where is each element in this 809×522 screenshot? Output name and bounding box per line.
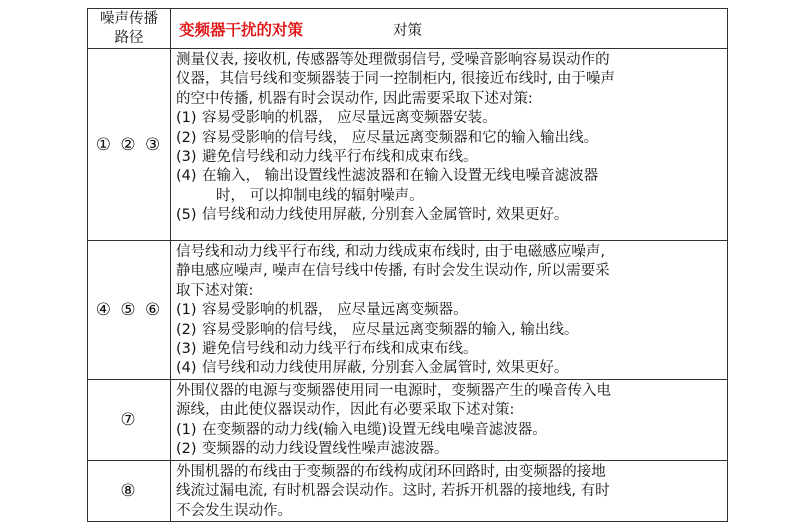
header-measure-cell <box>171 9 728 49</box>
measure-cell <box>171 380 728 461</box>
list-item: (3) 避免信号线和动力线平行布线和成束布线。 <box>176 149 478 166</box>
list-item: (5) 信号线和动力线使用屏蔽, 分别套入金属管时, 效果更好。 <box>176 207 569 224</box>
intro-line: 外围机器的布线由于变频器的布线构成闭环回路时, 由变频器的接地 <box>176 464 606 480</box>
intro-line: 静电感应噪声, 噪声在信号线中传播, 有时会发生误动作, 所以需要采 <box>176 263 610 280</box>
list-item-continuation: 时， 可以抑制电线的辐射噪声。 <box>216 187 424 204</box>
header-row <box>88 9 728 49</box>
list-item: (3) 避免信号线和动力线平行布线和成束布线。 <box>176 341 478 358</box>
intro-line: 线流过漏电流, 有时机器会误动作。这时, 若拆开机器的接地线, 有时 <box>176 483 610 500</box>
list-item: (1) 容易受影响的机器， 应尽量远离变频器安装。 <box>176 110 497 127</box>
header-path-label: 噪声传播路径 <box>100 10 158 46</box>
intro-line: 信号线和动力线平行布线, 和动力线成束布线时, 由于电磁感应噪声, <box>176 244 606 260</box>
list-item: (2) 容易受影响的信号线， 应尽量远离变频器和它的输入输出线。 <box>176 129 599 146</box>
table-row <box>88 380 728 461</box>
intro-line: 测量仪表, 接收机, 传感器等处理微弱信号, 受噪音影响容易误动作的 <box>176 52 610 68</box>
route-cell: ④ ⑤ ⑥ <box>88 241 171 380</box>
intro-line: 源线，由此使仪器误动作，因此有必要采取下述对策: <box>176 402 515 419</box>
header-measure-label: 对策 <box>393 22 423 39</box>
list-item: (4) 在输入， 输出设置线性滤波器和在输入设置无线电噪音滤波器 <box>176 168 599 185</box>
measure-cell <box>171 49 728 241</box>
list-item: (2) 容易受影响的信号线， 应尽量远离变频器的输入, 输出线。 <box>176 321 579 338</box>
intro-line: 外围仪器的电源与变频器使用同一电源时，变频器产生的噪音传入电 <box>176 383 611 399</box>
table-row <box>88 461 728 522</box>
measure-cell <box>171 241 728 380</box>
table-title: 变频器干扰的对策 <box>179 19 304 39</box>
intro-line: 取下述对策: <box>176 282 254 299</box>
route-cell: ⑦ <box>88 380 171 461</box>
intro-line: 仪器，其信号线和变频器装于同一控制柜内, 很接近布线时, 由于噪声 <box>176 71 615 88</box>
table-row <box>88 49 728 241</box>
list-item: (1) 容易受影响的机器， 应尽量远离变频器。 <box>176 302 468 319</box>
list-item: (2) 变频器的动力线设置线性噪声滤波器。 <box>176 441 449 458</box>
header-path-cell <box>88 9 171 49</box>
list-item: (4) 信号线和动力线使用屏蔽, 分别套入金属管时, 效果更好。 <box>176 360 569 377</box>
measure-cell <box>171 461 728 522</box>
route-cell: ⑧ <box>88 461 171 522</box>
list-item: (1) 在变频器的动力线(输入电缆)设置无线电噪音滤波器。 <box>176 421 547 438</box>
route-cell: ① ② ③ <box>88 49 171 241</box>
table-row <box>88 241 728 380</box>
countermeasure-table <box>87 8 728 522</box>
intro-line: 不会发生误动作。 <box>176 502 292 519</box>
intro-line: 的空中传播, 机器有时会误动作, 因此需要采取下述对策: <box>176 90 533 107</box>
